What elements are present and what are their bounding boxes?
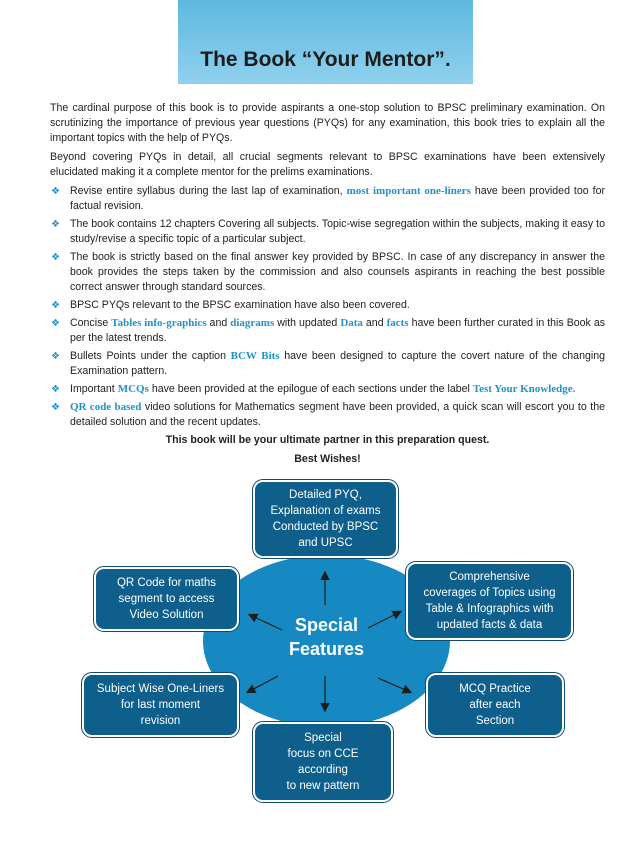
list-item: ❖ The book contains 12 chapters Covering all subjects. Topic-wise segregation within the subjects, making it easy to study/revise a specific topic of a particular subject.	[51, 218, 605, 245]
arrow-left-lower	[248, 676, 278, 692]
arrow-left-upper	[250, 615, 282, 630]
title-banner	[178, 0, 473, 84]
diamond-bullet-icon: ❖	[51, 219, 60, 230]
arrow-right-lower	[378, 678, 410, 692]
feature-box-one-liners: Subject Wise One-Liners for last moment revision	[82, 673, 239, 737]
list-item: ❖ Bullets Points under the caption BCW Bits have been designed to capture the covert nature of the changing Examination pattern.	[51, 350, 605, 377]
center-label: Special Features	[288, 615, 365, 659]
diamond-bullet-icon: ❖	[51, 300, 60, 311]
list-item: ❖ The book is strictly based on the final answer key provided by BPSC. In case of any discrepancy in answer the book provides the steps taken by the commission and also counsels aspirants in reaching the best possible correct answer through standard sources.	[51, 251, 605, 293]
feature-box-qr-code: QR Code for maths segment to access Video Solution	[94, 567, 239, 631]
diamond-bullet-icon: ❖	[51, 318, 60, 329]
list-item: ❖ Important MCQs have been provided at the epilogue of each sections under the label Test Your Knowledge.	[51, 383, 576, 395]
list-item: ❖ Concise Tables info-graphics and diagrams with updated Data and facts have been further curated in this Book as per the latest trends.	[51, 317, 606, 344]
feature-box-mcq: MCQ Practice after each Section	[426, 673, 564, 737]
diamond-bullet-icon: ❖	[51, 186, 60, 197]
feature-box-tables: Comprehensive coverages of Topics using Table & Infographics with updated facts & data	[406, 562, 573, 640]
page-title: The Book “Your Mentor”.	[200, 48, 451, 71]
feature-box-cce: Special focus on CCE according to new pattern	[253, 722, 393, 802]
feature-box-pyq: Detailed PYQ, Explanation of exams Conducted by BPSC and UPSC	[253, 480, 398, 558]
diamond-bullet-icon: ❖	[51, 384, 60, 395]
closing-line: This book will be your ultimate partner in this preparation quest.	[165, 434, 490, 446]
diamond-bullet-icon: ❖	[51, 351, 60, 362]
intro-paragraph-2: Beyond covering PYQs in detail, all crucial segments relevant to BPSC examinations have been extensively elucidated making it a complete mentor for the prelims examinations.	[50, 151, 605, 178]
diamond-bullet-icon: ❖	[51, 252, 60, 263]
body-text	[50, 101, 605, 471]
list-item: ❖ Revise entire syllabus during the last lap of examination, most important one-liners have been provided too for factual revision.	[51, 185, 605, 212]
best-wishes: Best Wishes!	[294, 453, 361, 465]
arrow-right-upper	[368, 612, 400, 628]
special-features-diagram	[0, 470, 617, 800]
feature-list	[50, 184, 605, 430]
list-item: ❖ BPSC PYQs relevant to the BPSC examination have also been covered.	[51, 299, 410, 311]
diamond-bullet-icon: ❖	[51, 402, 60, 413]
list-item: ❖ QR code based video solutions for Mathematics segment have been provided, a quick scan will escort you to the detailed solution and the recent updates.	[51, 401, 605, 428]
intro-paragraph-1: The cardinal purpose of this book is to provide aspirants a one-stop solution to BPSC preliminary examination. On scrutinizing the importance of previous year questions (PYQs) for any examination, this book tries to explain all the important topics with the help of PYQs.	[50, 102, 605, 144]
